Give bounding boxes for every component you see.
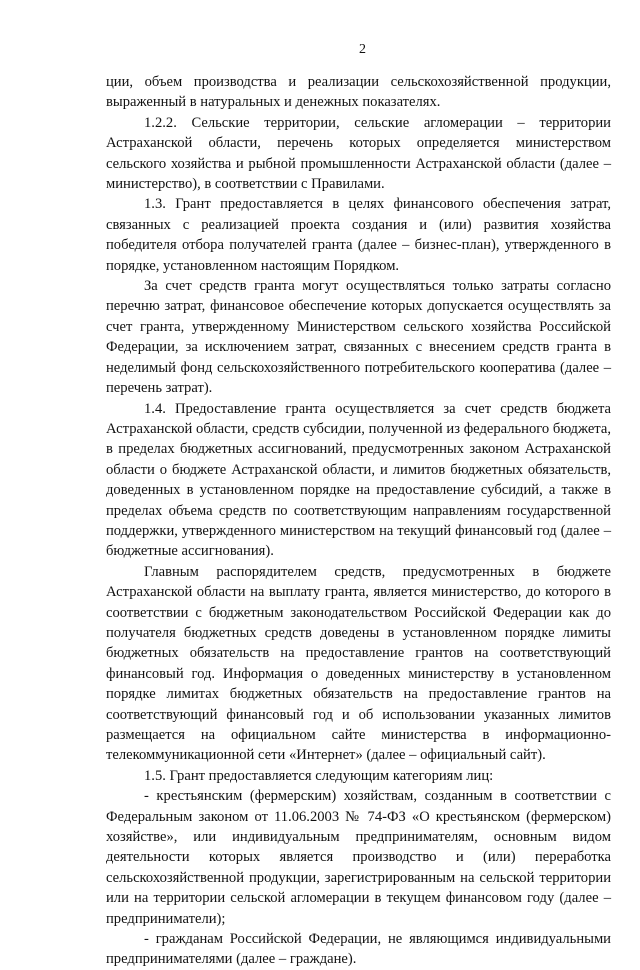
document-page (106, 40, 611, 970)
page-number: 2 (359, 42, 366, 57)
paragraph-1-5: 1.5. Грант предоставляется следующим категориям лиц: (144, 767, 494, 784)
list-item-citizens: - гражданам Российской Федерации, не являющимся индивидуальными предпринимателями (далее – граждане). (106, 931, 611, 968)
paragraph-1-4: 1.4. Предоставление гранта осуществляется за счет средств бюджета Астраханской области, средств субсидии, полученной из федерального бюджета, в пределах бюджетных ассигнований, предусмотренных законом Астраханской области о бюджете Астраханской области, и лимитов бюджетных обязательств, доведенных в установленном порядке на предоставление субсидий, а также в пределах объема средств по соответствующим направлениям государственной поддержки, утвержденного министерством на текущий финансовый год (далее – бюджетные ассигнования). (106, 400, 611, 560)
paragraph-grant-costs: За счет средств гранта могут осуществляться только затраты согласно перечню затрат, финансовое обеспечение которых допускается осуществлять за счет гранта, утвержденному Министерством сельского хозяйства Российской Федерации, за исключением затрат, связанных с внесением средств гранта в неделимый фонд сельскохозяйственного потребительского кооператива (далее – перечень затрат). (106, 278, 611, 397)
paragraph-1-2-2: 1.2.2. Сельские территории, сельские агломерации – территории Астраханской области, перечень которых определяется министерством сельского хозяйства и рыбной промышленности Астраханской области (далее – министерство), в соответствии с Правилами. (106, 114, 611, 193)
list-item-farmers: - крестьянским (фермерским) хозяйствам, созданным в соответствии с Федеральным законом от 11.06.2003 № 74-ФЗ «О крестьянском (фермерском) хозяйстве», или индивидуальным предпринимателям, основным видом деятельности которых является производство и (или) переработка сельскохозяйственной продукции, зарегистрированным на сельской территории или на территории сельской агломерации в текущем финансовом году (далее – предприниматели); (106, 788, 611, 927)
paragraph-1-3: 1.3. Грант предоставляется в целях финансового обеспечения затрат, связанных с реализацией проекта создания и (или) развития хозяйства победителя отбора получателей гранта (далее – бизнес-план), утвержденного в порядке, установленном настоящим Порядком. (106, 196, 611, 274)
paragraph-continuation: ции, объем производства и реализации сельскохозяйственной продукции, выраженный в натуральных и денежных показателях. (106, 74, 611, 111)
paragraph-main-administrator: Главным распорядителем средств, предусмотренных в бюджете Астраханской области на выплату гранта, является министерство, до которого в соответствии с бюджетным законодательством Российской Федерации как до получателя бюджетных средств доведены в установленном порядке лимиты бюджетных обязательств на предоставление грантов на соответствующий финансовый год. Информация о доведенных министерству в установленном порядке лимитах бюджетных обязательств на предоставление грантов на соответствующий финансовый год и об использовании указанных лимитов размещается на официальном сайте министерства в информационно-телекоммуникационной сети «Интернет» (далее – официальный сайт). (106, 563, 611, 764)
